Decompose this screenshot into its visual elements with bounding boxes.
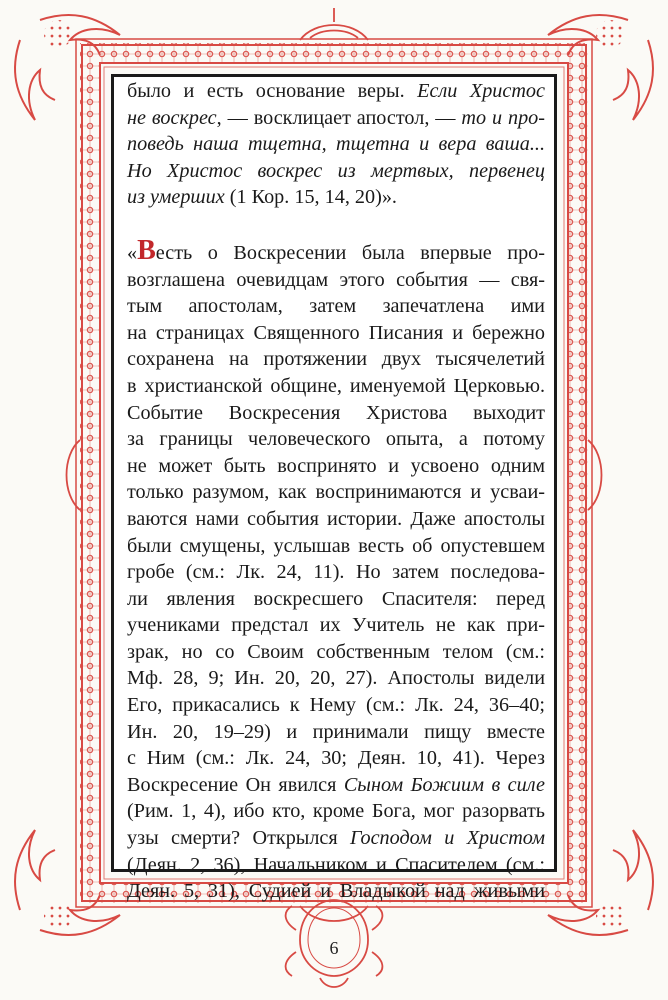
text-segment: Мф. 28, 9; Ин. 20, 20, 27). Апостолы видели [127, 667, 545, 690]
text-segment: (1 Кор. 15, 14, 20)». [224, 186, 397, 209]
text-line [127, 78, 545, 105]
text-line [127, 719, 545, 746]
text-segment: есть о Воскресении была впервые про- [155, 241, 545, 264]
text-line [127, 293, 545, 320]
text-segment: ваются нами события истории. Даже апостолы [127, 507, 545, 530]
text-segment: за границы человеческого опыта, а потому [127, 428, 545, 451]
text-segment: только разумом, как воспринимаются и усваи- [127, 481, 545, 504]
text-segment: узы смерти? Открылся [127, 827, 351, 850]
paragraph-2 [127, 234, 545, 905]
text-line [127, 479, 545, 506]
text-line [127, 267, 545, 294]
text-line [127, 852, 545, 879]
text-line [127, 234, 545, 267]
text-segment: не воскрес [127, 106, 217, 129]
text-line [127, 453, 545, 480]
text-line [127, 184, 545, 211]
drop-cap: В [137, 234, 156, 266]
text-segment: Его, прикасались к Нему (см.: Лк. 24, 36–40; [127, 694, 545, 717]
text-segment: гробе (см.: Лк. 24, 11). Но затем последова- [127, 561, 545, 584]
text-segment: с Ним (см.: Лк. 24, 30; Деян. 10, 41). Через [127, 747, 545, 770]
text-segment: Ин. 20, 19–29) и принимали пищу вместе [127, 720, 545, 743]
text-line [127, 346, 545, 373]
text-line [127, 798, 545, 825]
open-quote: « [127, 241, 138, 264]
text-line [127, 878, 545, 905]
text-segment: Но Христос воскрес из мертвых, первенец [127, 159, 545, 182]
text-line [127, 131, 545, 158]
text-line [127, 426, 545, 453]
text-line [127, 612, 545, 639]
text-segment: из умерших [127, 186, 225, 209]
text-line [127, 320, 545, 347]
text-segment: Событие Воскресения Христова выходит [127, 401, 545, 424]
text-segment: зрак, но со Своим собственным телом (см.: [127, 640, 545, 663]
text-segment: Господом и Христом [350, 827, 545, 850]
text-segment: сохранена на протяжении двух тысячелетий [127, 348, 545, 371]
text-line [127, 105, 545, 132]
text-segment: поведь наша тщетна, тщетна и вера ваша... [127, 133, 545, 156]
text-line [127, 373, 545, 400]
body-text [127, 78, 545, 905]
text-line [127, 745, 545, 772]
text-segment: в христианской общине, именуемой Церковью. [127, 374, 545, 397]
text-segment: Воскресение Он явился [127, 773, 344, 796]
text-segment: Деян. 5, 31), Судией и Владыкой над живыми [127, 880, 545, 903]
text-line [127, 158, 545, 185]
text-segment: Если Христос [417, 80, 545, 102]
text-line [127, 506, 545, 533]
text-line [127, 533, 545, 560]
text-line [127, 586, 545, 613]
text-segment: учениками предстал их Учитель не как при- [127, 614, 545, 637]
text-line [127, 400, 545, 427]
text-segment: то и про- [461, 106, 545, 129]
text-segment: возглашена очевидцам этого события — свя- [127, 268, 545, 291]
text-segment: были смущены, услышав весть об опустевшем [127, 534, 545, 557]
text-line [127, 825, 545, 852]
text-segment: (Рим. 1, 4), ибо кто, кроме Бога, мог разорвать [127, 800, 545, 823]
text-segment: было и есть основание веры. [127, 80, 418, 102]
text-line [127, 559, 545, 586]
text-line [127, 665, 545, 692]
text-segment: не может быть воспринято и усвоено одним [127, 454, 545, 477]
text-line [127, 639, 545, 666]
page-number: 6 [329, 938, 339, 958]
text-line [127, 692, 545, 719]
text-segment: , — восклицает апостол, — [216, 106, 462, 129]
text-segment: (Деян. 2, 36), Начальником и Спасителем (см.: [127, 853, 545, 876]
text-segment: тым апостолам, затем запечатлена ими [127, 295, 545, 318]
text-line [127, 772, 545, 799]
text-segment: ли явления воскресшего Спасителя: перед [127, 587, 545, 610]
text-segment: Сыном Божиим в силе [343, 773, 545, 796]
paragraph-1 [127, 78, 545, 211]
text-segment: на страницах Священного Писания и бережно [127, 321, 545, 344]
